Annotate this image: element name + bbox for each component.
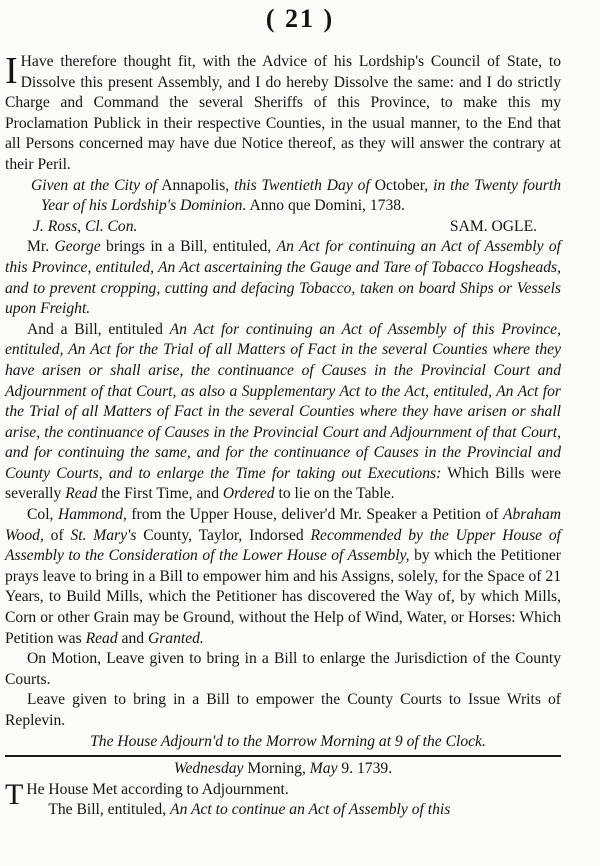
bill-paragraph: Mr. George brings in a Bill, entituled, An Act for continuing an Act of Assembly of this Province, entituled, An Act ascertaining the Gauge and Tare of Tobacco Hogsheads, and to prevent cropping, cutting and defacing Tobacco, taken on board Ships or Vessels upon Freight. [5,238,562,318]
motion-paragraph: On Motion, Leave given to bring in a Bill to enlarge the Jurisdiction of the County Courts. [5,650,561,688]
drop-cap: I [5,50,18,92]
leave-paragraph: Leave given to bring in a Bill to empower the County Courts to Issue Writs of Replevin. [5,691,561,729]
met-paragraph: T He House Met according to Adjournment. [5,777,289,811]
clerk-signature: J. Ross, Cl. Con. [33,217,138,235]
journal-text [5,52,561,821]
governor-signature: SAM. OGLE. [449,217,537,235]
petition-paragraph: Col, Hammond, from the Upper House, deliver'd Mr. Speaker a Petition of Abraham Wood, of St. Mary's County, Taylor, Indorsed Recommended by the Upper House of Assembly to the Consideration of the Lower House of Assembly, by which the Petitioner prays leave to bring in a Bill to empower him and his Assigns, solely, for the Space of 21 Years, to Build Mills, which the Petitioner has discovered the Way of, by which Mills, Corn or other Grain may be Ground, without the Help of Wind, Water, or Horses: Which Petition was Read and Granted. [5,506,561,647]
given-line: Given at the City of Annapolis, this Twentieth Day of October, in the Twenty fourth Year of his Lordship's Dominion. Anno que Domini, 1738. [31,176,561,215]
signature-line [5,217,561,238]
page-number: ( 21 ) [265,4,335,33]
date-heading: Wednesday Morning, May 9. 1739. [173,760,393,778]
divider-rule [5,755,561,757]
bill-paragraph: The Bill, entituled, An Act to continue an Act of Assembly of this [48,801,451,819]
proclamation-paragraph: I Have therefore thought fit, with the Advice of his Lordship's Council of State, to Dissolve this present Assembly, and I do hereby Dissolve the same: and I do strictly Charge and Command the several Sheriffs of this Province, to make this my Proclamation Publick in their respective Counties, in the usual manner, to the End that all Persons concerned may have due Notice thereof, as they will answer the contrary at their Peril. [5,50,561,173]
drop-cap: T [5,777,24,811]
adjournment-line: The House Adjourn'd to the Morrow Morning at 9 of the Clock. [90,732,486,750]
bill-paragraph: And a Bill, entituled An Act for continuing an Act of Assembly of this Province, entituled, An Act for the Trial of all Matters of Fact in the several Counties where they have arisen or shall arise, the continuance of Causes in the Provincial Court and Adjournment of that Court, as also a Supplementary Act to the Act, entituled, An Act for the Trial of all Matters of Fact in the several Counties where they have arisen or shall arise, the continuance of Causes in the Provincial Court and Adjournment of that Court, and for continuing the same, and for the continuance of Causes in the Provincial and County Courts, and to enlarge the Time for taking out Executions: Which Bills were severally Read the First Time, and Ordered to lie on the Table. [5,320,561,503]
